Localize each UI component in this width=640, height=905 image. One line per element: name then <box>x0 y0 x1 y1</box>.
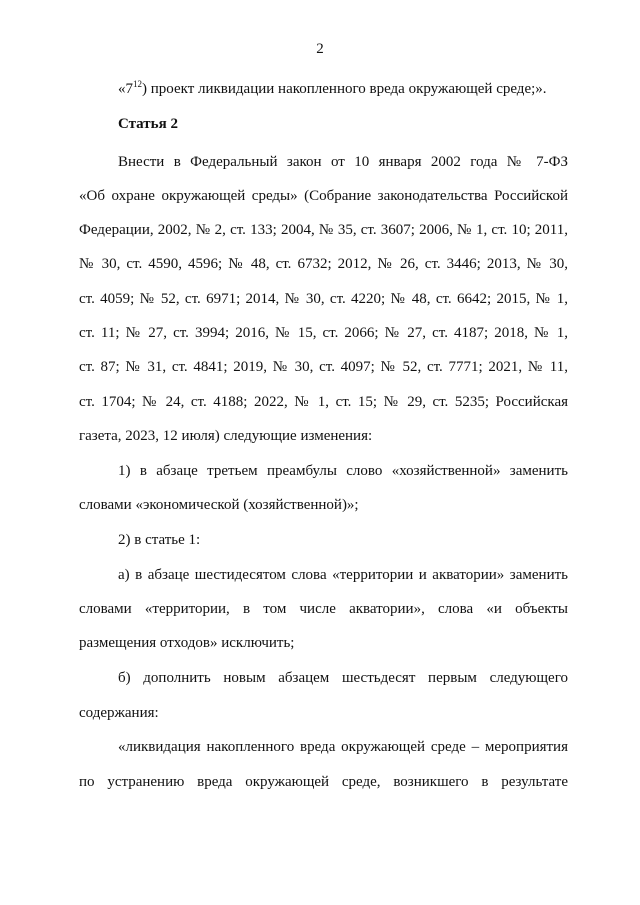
text-line-10: ст. 1704; № 24, ст. 4188; 2022, № 1, ст. 15; № 29, ст. 5235; Российская <box>79 394 568 410</box>
text-line-17: размещения отходов» исключить; <box>79 635 295 651</box>
item-number-superscript: 12 <box>133 79 142 89</box>
text-line-19: содержания: <box>79 705 159 721</box>
article-heading: Статья 2 <box>118 116 178 132</box>
text-line-15: а) в абзаце шестидесятом слова «территории и акватории» заменить <box>118 567 568 583</box>
text-line-11: газета, 2023, 12 июля) следующие изменения: <box>79 428 373 444</box>
text-line-9: ст. 87; № 31, ст. 4841; 2019, № 30, ст. 4097; № 52, ст. 7771; 2021, № 11, <box>79 359 568 375</box>
text-line-4: «Об охране окружающей среды» (Собрание законодательства Российской <box>79 188 568 204</box>
item-number-prefix: «7 <box>118 81 133 97</box>
item-text: ) проект ликвидации накопленного вреда окружающей среде;». <box>142 81 547 97</box>
text-line-6: № 30, ст. 4590, 4596; № 48, ст. 6732; 2012, № 26, ст. 3446; 2013, № 30, <box>79 256 568 272</box>
text-line-1 <box>118 80 568 98</box>
text-line-21: по устранению вреда окружающей среде, возникшего в результате <box>79 774 568 790</box>
text-line-8: ст. 11; № 27, ст. 3994; 2016, № 15, ст. 2066; № 27, ст. 4187; 2018, № 1, <box>79 325 568 341</box>
text-line-12: 1) в абзаце третьем преамбулы слово «хозяйственной» заменить <box>118 463 568 479</box>
text-line-7: ст. 4059; № 52, ст. 6971; 2014, № 30, ст. 4220; № 48, ст. 6642; 2015, № 1, <box>79 291 568 307</box>
text-line-20: «ликвидация накопленного вреда окружающей среде – мероприятия <box>118 739 568 755</box>
text-line-18: б) дополнить новым абзацем шестьдесят первым следующего <box>118 670 568 686</box>
page-number: 2 <box>316 41 324 57</box>
text-line-16: словами «территории, в том числе акватории», слова «и объекты <box>79 601 568 617</box>
text-line-3: Внести в Федеральный закон от 10 января 2002 года № 7-ФЗ <box>118 154 568 170</box>
text-line-13: словами «экономической (хозяйственной)»; <box>79 497 359 513</box>
text-line-14: 2) в статье 1: <box>118 532 201 548</box>
text-line-5: Федерации, 2002, № 2, ст. 133; 2004, № 35, ст. 3607; 2006, № 1, ст. 10; 2011, <box>79 222 568 238</box>
